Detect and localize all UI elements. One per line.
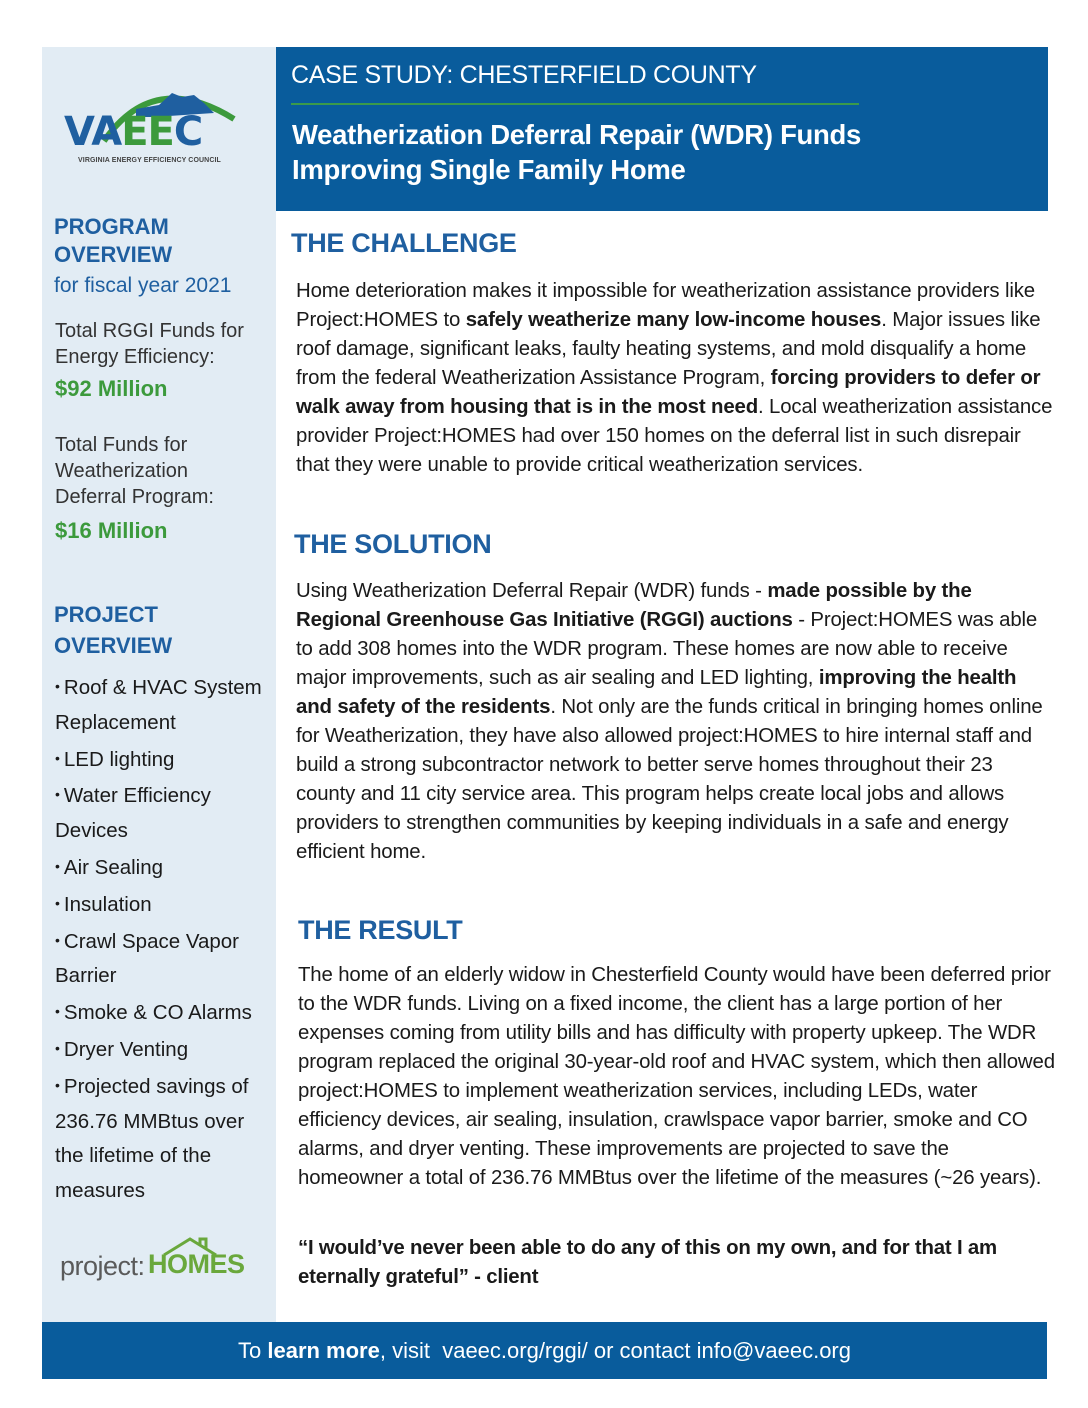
vaeec-logo xyxy=(64,79,244,171)
list-item: • Dryer Venting xyxy=(55,1037,189,1061)
list-item: • Projected savings of xyxy=(55,1074,249,1098)
solution-paragraph: Using Weatherization Deferral Repair (WDR) funds - made possible by the Regional Greenhouse Gas Initiative (RGGI) auctions - Project:HOMES was able to add 308 homes into the WDR program. These homes are now able to receive major improvements, such as air sealing and LED lighting, improving the health and safety of the residents. Not only are the funds critical in bringing homes online for Weatherization, they have also allowed project:HOMES to hire internal staff and build a strong subcontractor network to better serve homes throughout their 23 county and 11 city service area. This program helps create local jobs and allows providers to strengthen communities by keeping individuals in a safe and energy efficient home. xyxy=(296,580,1043,863)
list-item: • Insulation xyxy=(55,892,152,916)
project-homes-logo: project: HOMES xyxy=(60,1235,260,1285)
header-divider xyxy=(291,103,859,105)
list-item-continued: Replacement xyxy=(55,710,176,734)
rggi-link[interactable]: vaeec.org/rggi/ xyxy=(442,1338,588,1363)
stat-label-rggi: Total RGGI Funds for Energy Efficiency: xyxy=(55,320,244,368)
list-item: • Smoke & CO Alarms xyxy=(55,1001,252,1025)
page-title: Weatherization Deferral Repair (WDR) Funds Improving Single Family Home xyxy=(292,119,862,185)
list-item-continued: the lifetime of the xyxy=(55,1144,212,1168)
list-item-continued: Devices xyxy=(55,819,128,843)
vaeec-subtitle: VIRGINIA ENERGY EFFICIENCY COUNCIL xyxy=(78,157,221,164)
program-overview-subheading: for fiscal year 2021 xyxy=(54,274,232,297)
stat-value-wdr: $16 Million xyxy=(55,518,168,543)
list-item: • Roof & HVAC System xyxy=(55,676,262,699)
stat-label-wdr: Total Funds for Weatherization Deferral Program: xyxy=(55,434,214,508)
vaeec-wordmark: VAEEC xyxy=(64,109,203,155)
project-overview-list xyxy=(50,669,276,1209)
client-quote: “I would’ve never been able to do any of this on my own, and for that I am eternally grateful” - client xyxy=(298,1237,997,1288)
challenge-heading: THE CHALLENGE xyxy=(291,228,517,258)
footer-banner: To learn more, visit vaeec.org/rggi/ or contact info@vaeec.org xyxy=(42,1322,1047,1379)
result-heading: THE RESULT xyxy=(298,915,463,945)
list-item-continued: Barrier xyxy=(55,964,117,988)
sidebar xyxy=(42,47,276,1322)
challenge-paragraph: Home deterioration makes it impossible for weatherization assistance providers like Project:HOMES to safely weatherize many low-income houses. Major issues like roof damage, significant leaks, faulty heating systems, and mold disqualify a home from the federal Weatherization Assistance Program, forcing providers to defer or walk away from housing that is in the most need. Local weatherization assistance provider Project:HOMES had over 150 homes on the deferral list in such disrepair that they were unable to provide critical weatherization services. xyxy=(296,280,1053,476)
list-item: • Air Sealing xyxy=(55,855,164,879)
list-item: • Crawl Space Vapor xyxy=(55,929,239,953)
list-item: • LED lighting xyxy=(55,747,175,771)
list-item: • Water Efficiency xyxy=(55,784,211,808)
project-overview-heading: PROJECT OVERVIEW xyxy=(54,602,173,658)
case-study-kicker: CASE STUDY: CHESTERFIELD COUNTY xyxy=(291,61,757,89)
solution-heading: THE SOLUTION xyxy=(294,529,492,559)
list-item-continued: measures xyxy=(55,1179,146,1203)
list-item-continued: 236.76 MMBtus over xyxy=(55,1109,245,1133)
contact-email-link[interactable]: info@vaeec.org xyxy=(696,1338,851,1363)
stat-value-rggi: $92 Million xyxy=(55,376,168,401)
program-overview-heading: PROGRAM OVERVIEW xyxy=(54,214,173,267)
result-paragraph: The home of an elderly widow in Chesterfield County would have been deferred prior to the WDR funds. Living on a fixed income, the client has a large portion of her expenses coming from utility bills and has difficulty with property upkeep. The WDR program replaced the original 30-year-old roof and HVAC system, which then allowed project:HOMES to implement weatherization services, including LEDs, water efficiency devices, air sealing, insulation, crawlspace vapor barrier, smoke and CO alarms, and dryer venting. These improvements are projected to save the homeowner a total of 236.76 MMBtus over the lifetime of the measures (~26 years). xyxy=(298,964,1055,1189)
header-banner xyxy=(276,47,1048,211)
